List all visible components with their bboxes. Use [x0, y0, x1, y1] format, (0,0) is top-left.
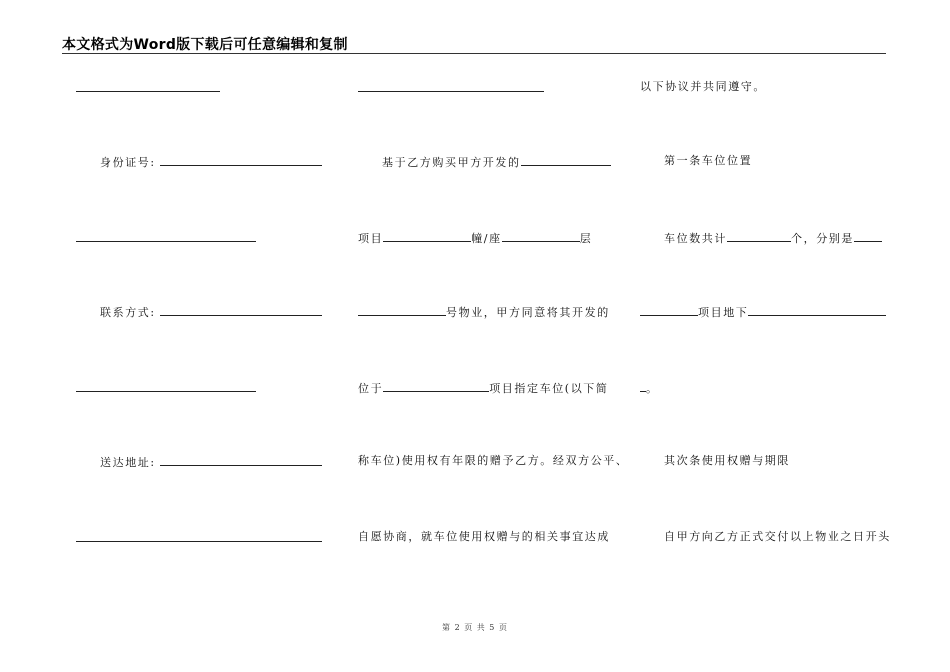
paragraph-line: 以下协议并共同遵守。 — [640, 80, 766, 93]
address-label: 送达地址: — [100, 456, 156, 469]
text-span: 项目地下 — [698, 306, 749, 319]
text-span: 号物业，甲方同意将其开发的 — [446, 306, 610, 319]
address-blank — [160, 454, 322, 466]
paragraph-line — [382, 154, 611, 170]
id-number-label: 身份证号: — [100, 156, 156, 169]
blank — [383, 230, 471, 242]
document-header-title: 本文格式为Word版下载后可任意编辑和复制 — [62, 37, 348, 53]
paragraph-line — [358, 380, 609, 396]
paragraph-line — [664, 230, 882, 246]
section-heading: 其次条使用权赠与期限 — [664, 454, 790, 467]
page-number-footer: 第 2 页 共 5 页 — [442, 623, 508, 632]
paragraph-line — [640, 380, 659, 396]
text-span: 个，分别是 — [791, 232, 854, 245]
paragraph-line: 称车位)使用权有年限的赠予乙方。经双方公平、 — [358, 454, 629, 467]
paragraph-line — [640, 304, 886, 320]
blank — [748, 304, 886, 316]
text-span: 层 — [579, 232, 593, 245]
text-span: 基于乙方购买甲方开发的 — [382, 156, 521, 169]
id-number-blank — [160, 154, 322, 166]
blank-line — [76, 380, 256, 396]
text-span: 项目指定车位(以下简 — [489, 382, 609, 395]
paragraph-line — [358, 304, 610, 320]
text-span: 位于 — [358, 382, 384, 395]
blank-line — [76, 530, 322, 546]
text-span: 项目 — [358, 232, 384, 245]
blank — [502, 230, 580, 242]
text-span: 车位数共计 — [664, 232, 727, 245]
blank — [358, 304, 446, 316]
blank — [383, 380, 489, 392]
section-heading: 第一条车位位置 — [664, 154, 753, 167]
header-divider — [62, 53, 886, 54]
paragraph-line: 自愿协商，就车位使用权赠与的相关事宜达成 — [358, 530, 610, 543]
blank-line — [358, 80, 544, 96]
contact-blank — [160, 304, 322, 316]
contact-row — [100, 304, 322, 320]
blank-line — [76, 230, 256, 246]
id-number-row — [100, 154, 322, 170]
paragraph-line — [358, 230, 592, 246]
blank — [854, 230, 882, 242]
blank — [727, 230, 791, 242]
text-span: 幢/座 — [471, 232, 502, 245]
paragraph-line: 自甲方向乙方正式交付以上物业之日开头 — [664, 530, 891, 543]
text-span: 。 — [646, 382, 659, 395]
address-row — [100, 454, 322, 470]
contact-label: 联系方式: — [100, 306, 156, 319]
blank — [521, 154, 611, 166]
blank-line — [76, 80, 220, 96]
blank — [640, 304, 698, 316]
